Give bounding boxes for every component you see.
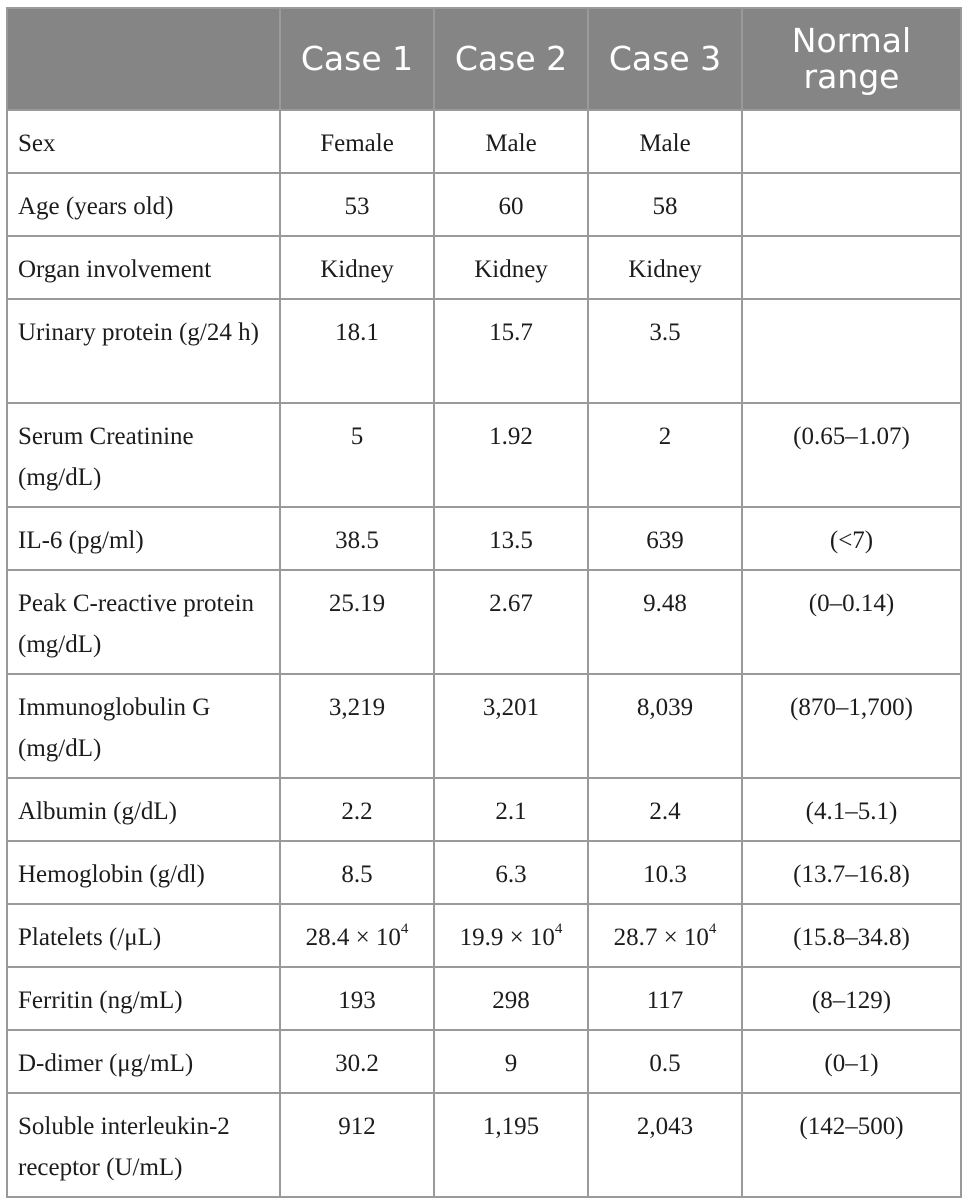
case-2-value: 6.3 <box>434 841 588 904</box>
case-3-value: 9.48 <box>588 570 742 674</box>
case-2-value: 2.1 <box>434 778 588 841</box>
clinical-data-table <box>6 7 962 1198</box>
row-label: Peak C-reactive protein (mg/dL) <box>7 570 280 674</box>
case-3-value: Male <box>588 110 742 173</box>
case-1-value: 193 <box>280 967 434 1030</box>
normal-range-value: (15.8–34.8) <box>742 904 961 967</box>
header-blank <box>7 8 280 110</box>
case-2-value: 2.67 <box>434 570 588 674</box>
case-1-mantissa: 28.4 × 10 <box>305 924 401 951</box>
case-1-value: Female <box>280 110 434 173</box>
table-row <box>7 236 961 299</box>
case-2-value: Male <box>434 110 588 173</box>
case-1-value: 30.2 <box>280 1030 434 1093</box>
case-3-exponent: 4 <box>708 920 717 937</box>
case-1-value: 3,219 <box>280 674 434 778</box>
normal-range-value <box>742 299 961 403</box>
case-2-value: 3,201 <box>434 674 588 778</box>
normal-range-value: (0.65–1.07) <box>742 403 961 507</box>
case-1-value: 38.5 <box>280 507 434 570</box>
table-row <box>7 1093 961 1197</box>
table-row <box>7 507 961 570</box>
case-1-value: 8.5 <box>280 841 434 904</box>
case-2-value: 1.92 <box>434 403 588 507</box>
normal-range-value: (0–1) <box>742 1030 961 1093</box>
header-case-2: Case 2 <box>434 8 588 110</box>
case-3-value: 58 <box>588 173 742 236</box>
normal-range-value: (0–0.14) <box>742 570 961 674</box>
case-1-value: 5 <box>280 403 434 507</box>
normal-range-value <box>742 110 961 173</box>
row-label: IL-6 (pg/ml) <box>7 507 280 570</box>
row-label: Platelets (/μL) <box>7 904 280 967</box>
normal-range-value <box>742 173 961 236</box>
case-2-value: 13.5 <box>434 507 588 570</box>
case-3-mantissa: 28.7 × 10 <box>613 924 709 951</box>
table-body <box>7 110 961 1197</box>
table-row <box>7 904 961 967</box>
normal-range-value <box>742 236 961 299</box>
case-1-value: 18.1 <box>280 299 434 403</box>
row-label: Serum Creatinine (mg/dL) <box>7 403 280 507</box>
case-3-value: 117 <box>588 967 742 1030</box>
table-row <box>7 110 961 173</box>
case-1-value: Kidney <box>280 236 434 299</box>
case-3-value: 2.4 <box>588 778 742 841</box>
table-row <box>7 403 961 507</box>
table-row <box>7 674 961 778</box>
case-3-value: 10.3 <box>588 841 742 904</box>
row-label: Hemoglobin (g/dl) <box>7 841 280 904</box>
row-label: Albumin (g/dL) <box>7 778 280 841</box>
normal-range-value: (13.7–16.8) <box>742 841 961 904</box>
normal-range-value: (<7) <box>742 507 961 570</box>
table-row <box>7 570 961 674</box>
table-row <box>7 299 961 403</box>
case-2-exponent: 4 <box>554 920 563 937</box>
row-label: Soluble interleukin-2 receptor (U/mL) <box>7 1093 280 1197</box>
row-label: Organ involvement <box>7 236 280 299</box>
case-3-value <box>588 904 742 967</box>
case-1-value: 912 <box>280 1093 434 1197</box>
case-1-value: 53 <box>280 173 434 236</box>
header-row <box>7 8 961 110</box>
table-row <box>7 778 961 841</box>
case-1-exponent: 4 <box>400 920 409 937</box>
row-label: Ferritin (ng/mL) <box>7 967 280 1030</box>
normal-range-value: (870–1,700) <box>742 674 961 778</box>
case-1-value: 25.19 <box>280 570 434 674</box>
case-3-value: 639 <box>588 507 742 570</box>
case-3-value: 2 <box>588 403 742 507</box>
header-case-3: Case 3 <box>588 8 742 110</box>
case-3-value: 2,043 <box>588 1093 742 1197</box>
table-row <box>7 173 961 236</box>
table-row <box>7 967 961 1030</box>
row-label: Sex <box>7 110 280 173</box>
case-2-value: 298 <box>434 967 588 1030</box>
normal-range-value: (142–500) <box>742 1093 961 1197</box>
table-row <box>7 1030 961 1093</box>
case-2-value: 60 <box>434 173 588 236</box>
case-2-mantissa: 19.9 × 10 <box>459 924 555 951</box>
normal-range-value: (4.1–5.1) <box>742 778 961 841</box>
row-label: Age (years old) <box>7 173 280 236</box>
case-3-value: 3.5 <box>588 299 742 403</box>
case-3-value: 0.5 <box>588 1030 742 1093</box>
row-label: D-dimer (μg/mL) <box>7 1030 280 1093</box>
case-1-value <box>280 904 434 967</box>
row-label: Immunoglobulin G (mg/dL) <box>7 674 280 778</box>
case-2-value: Kidney <box>434 236 588 299</box>
table-header <box>7 8 961 110</box>
case-3-value: Kidney <box>588 236 742 299</box>
normal-range-value: (8–129) <box>742 967 961 1030</box>
case-2-value: 1,195 <box>434 1093 588 1197</box>
case-2-value: 9 <box>434 1030 588 1093</box>
case-2-value <box>434 904 588 967</box>
case-1-value: 2.2 <box>280 778 434 841</box>
table-row <box>7 841 961 904</box>
case-3-value: 8,039 <box>588 674 742 778</box>
header-normal-range: Normal range <box>742 8 961 110</box>
case-2-value: 15.7 <box>434 299 588 403</box>
header-case-1: Case 1 <box>280 8 434 110</box>
row-label: Urinary protein (g/24 h) <box>7 299 280 403</box>
